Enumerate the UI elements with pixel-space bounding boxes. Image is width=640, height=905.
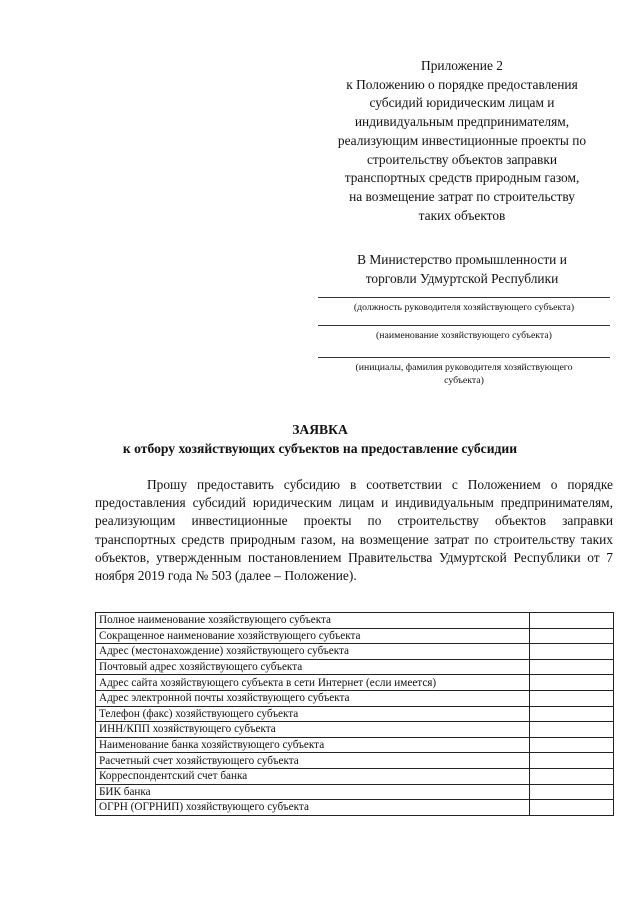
appendix-line: к Положению о порядке предоставления [346, 76, 578, 92]
row-label: Сокращенное наименование хозяйствующего субъекта [96, 628, 530, 644]
position-fill-line [318, 297, 610, 298]
appendix-line: Приложение 2 [421, 58, 503, 73]
table-row [96, 768, 614, 784]
table-row [96, 706, 614, 722]
row-label: ОГРН (ОГРНИП) хозяйствующего субъекта [96, 800, 530, 816]
table-row [96, 737, 614, 753]
row-value [530, 628, 614, 644]
name-blank [318, 325, 610, 342]
row-value [530, 737, 614, 753]
row-value [530, 784, 614, 800]
head-caption-line1: (инициалы, фамилия руководителя хозяйствующего [355, 362, 573, 373]
row-value [530, 800, 614, 816]
document-title [60, 420, 580, 458]
appendix-line: таких объектов [418, 207, 506, 223]
appendix-line: индивидуальным предпринимателям, [354, 114, 570, 130]
table-row [96, 722, 614, 738]
table-row [96, 644, 614, 660]
position-blank [318, 297, 610, 314]
row-value [530, 722, 614, 738]
row-value [530, 659, 614, 675]
row-label: Почтовый адрес хозяйствующего субъекта [96, 659, 530, 675]
addressee-line: В Министерство промышленности и [357, 252, 567, 267]
position-caption: (должность руководителя хозяйствующего субъекта) [353, 302, 575, 313]
table-row [96, 800, 614, 816]
table-row [96, 675, 614, 691]
row-value [530, 675, 614, 691]
row-value [530, 644, 614, 660]
row-label: БИК банка [96, 784, 530, 800]
title-line1: ЗАЯВКА [292, 422, 348, 437]
head-caption-line2: субъекта) [444, 375, 484, 386]
row-label: Полное наименование хозяйствующего субъекта [96, 613, 530, 629]
row-label: Наименование банка хозяйствующего субъекта [96, 737, 530, 753]
row-value [530, 768, 614, 784]
name-caption: (наименование хозяйствующего субъекта) [376, 330, 552, 341]
addressee-line: торговли Удмуртской Республики [365, 271, 559, 286]
row-value [530, 753, 614, 769]
name-fill-line [318, 325, 610, 326]
addressee-block [312, 250, 612, 288]
request-paragraph: Прошу предоставить субсидию в соответствии с Положением о порядке предоставления субсидий юридическим лицам и индивидуальным предпринимателям, реализующим инвестиционные проекты по строительству объектов заправки транспортных средств природным газом, на возмещение затрат по строительству таких объектов, утвержденным постановлением Правительства Удмуртской Республики от 7 ноября 2019 года № 503 (далее – Положение). [95, 477, 613, 584]
row-label: Расчетный счет хозяйствующего субъекта [96, 753, 530, 769]
title-line2: к отбору хозяйствующих субъектов на предоставление субсидии [122, 441, 518, 456]
appendix-line: реализующим инвестиционные проекты по [337, 132, 587, 148]
row-label: Телефон (факс) хозяйствующего субъекта [96, 706, 530, 722]
table-row [96, 659, 614, 675]
appendix-header [312, 57, 612, 225]
table-row [96, 613, 614, 629]
applicant-info-table [95, 612, 614, 816]
row-label: Корреспондентский счет банка [96, 768, 530, 784]
table-row [96, 753, 614, 769]
row-label: Адрес (местонахождение) хозяйствующего субъекта [96, 644, 530, 660]
head-fill-line [318, 357, 610, 358]
appendix-line: строительству объектов заправки [366, 151, 558, 167]
row-value [530, 690, 614, 706]
row-label: ИНН/КПП хозяйствующего субъекта [96, 722, 530, 738]
head-blank [318, 357, 610, 387]
appendix-line: на возмещение затрат по строительству [349, 188, 575, 204]
table-row [96, 628, 614, 644]
row-label: Адрес электронной почты хозяйствующего субъекта [96, 690, 530, 706]
row-value [530, 613, 614, 629]
appendix-line: субсидий юридическим лицам и [369, 95, 555, 111]
table-row [96, 784, 614, 800]
row-value [530, 706, 614, 722]
appendix-line: транспортных средств природным газом, [344, 170, 580, 186]
row-label: Адрес сайта хозяйствующего субъекта в сети Интернет (если имеется) [96, 675, 530, 691]
table-row [96, 690, 614, 706]
